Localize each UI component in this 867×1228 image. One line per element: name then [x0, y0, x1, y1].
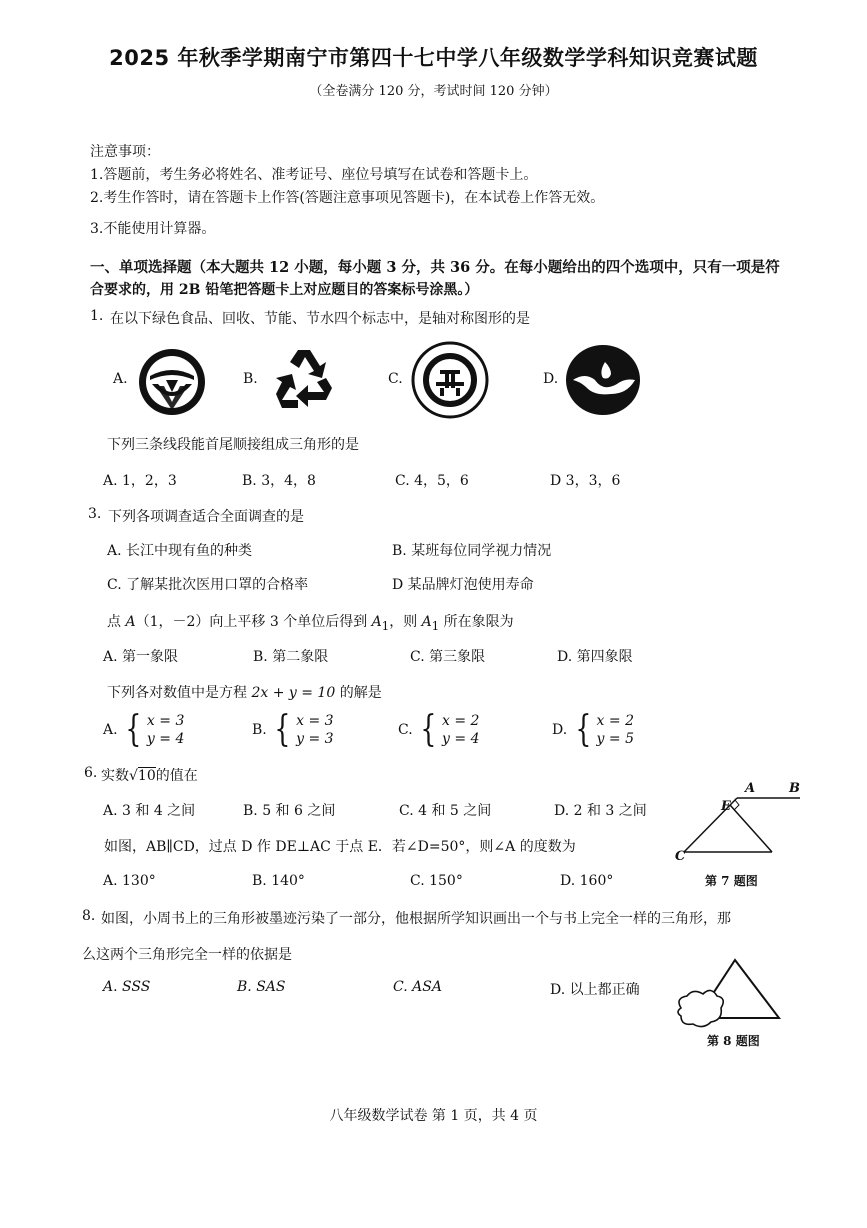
- section1-line2: 合要求的，用 2B 铅笔把答题卡上对应题目的答案标号涂黑。）: [90, 282, 479, 298]
- q5-option-a: A. { x = 3 y = 4: [103, 709, 185, 750]
- notes-item-3: 3.不能使用计算器。: [90, 221, 216, 237]
- q6-option-b: B. 5 和 6 之间: [243, 803, 336, 819]
- q8-option-c: C. ASA: [393, 979, 442, 995]
- notes-item-1: 1.答题前，考生务必将姓名、准考证号、座位号填写在试卷和答题卡上。: [90, 167, 538, 183]
- q3-stem: 下列各项调查适合全面调查的是: [108, 509, 304, 525]
- q8-option-a: A. SSS: [103, 979, 151, 995]
- q7-point-e: E: [721, 799, 731, 814]
- exam-title: 2025 年秋季学期南宁市第四十七中学八年级数学学科知识竞赛试题: [109, 46, 758, 70]
- q1-label-d: D.: [543, 371, 559, 387]
- q7-option-b: B. 140°: [252, 873, 305, 889]
- q8-option-b: B. SAS: [237, 979, 286, 995]
- q1-number: 1.: [90, 308, 104, 324]
- notes-heading: 注意事项：: [90, 144, 160, 160]
- exam-subtitle: （全卷满分 120 分，考试时间 120 分钟）: [309, 84, 558, 99]
- q7-point-a: A: [745, 781, 756, 796]
- q6-number: 6.: [84, 765, 98, 781]
- q2-option-d: D 3，3，6: [550, 473, 621, 489]
- q1-label-c: C.: [388, 371, 403, 387]
- q3-number: 3.: [88, 506, 102, 522]
- q4-option-c: C. 第三象限: [410, 649, 486, 665]
- q8-figure: [673, 952, 785, 1032]
- q1-label-b: B.: [243, 371, 258, 387]
- q4-option-a: A. 第一象限: [103, 649, 179, 665]
- q7-option-d: D. 160°: [560, 873, 614, 889]
- q5-stem: 下列各对数值中是方程 2x + y = 10 的解是: [107, 685, 382, 701]
- q3-option-b: B. 某班每位同学视力情况: [392, 543, 552, 559]
- q7-figure-caption: 第 7 题图: [705, 874, 758, 888]
- q8-option-d: D. 以上都正确: [550, 982, 640, 998]
- q2-stem: 下列三条线段能首尾顺接组成三角形的是: [107, 437, 359, 453]
- q7-option-a: A. 130°: [103, 873, 156, 889]
- q8-stem-line2: 么这两个三角形完全一样的依据是: [82, 947, 292, 963]
- q8-number: 8.: [82, 908, 96, 924]
- q7-point-b: B: [789, 781, 800, 796]
- q7-stem: 如图，AB∥CD，过点 D 作 DE⊥AC 于点 E．若∠D=50°，则∠A 的度数为: [104, 839, 576, 855]
- q5-option-b: B. { x = 3 y = 3: [252, 709, 334, 750]
- q7-option-c: C. 150°: [410, 873, 463, 889]
- q1-label-a: A.: [113, 371, 128, 387]
- q1-stem: 在以下绿色食品、回收、节能、节水四个标志中，是轴对称图形的是: [110, 311, 530, 327]
- q4-stem: 点 A（1，－2）向上平移 3 个单位后得到 $A_1$，则 $A_1$ 所在象限为: [107, 614, 514, 633]
- q2-option-c: C. 4，5，6: [395, 473, 469, 489]
- q3-option-c: C. 了解某批次医用口罩的合格率: [107, 577, 309, 593]
- energy-saving-logo-icon: [410, 340, 490, 420]
- q6-option-c: C. 4 和 5 之间: [399, 803, 492, 819]
- q5-option-d: D. { x = 2 y = 5: [552, 709, 634, 750]
- q7-point-c: C: [675, 849, 686, 864]
- section1-line1: 一、单项选择题（本大题共 12 小题，每小题 3 分，共 36 分。在每小题给出的四个选项中，只有一项是符: [90, 259, 780, 276]
- water-saving-logo-icon: [565, 344, 641, 416]
- q2-option-b: B. 3，4，8: [242, 473, 316, 489]
- q2-option-a: A. 1，2，3: [103, 473, 177, 489]
- q3-option-d: D 某品牌灯泡使用寿命: [392, 577, 534, 593]
- q5-option-c: C. { x = 2 y = 4: [398, 709, 480, 750]
- q6-option-a: A. 3 和 4 之间: [103, 803, 196, 819]
- q8-figure-caption: 第 8 题图: [707, 1034, 760, 1048]
- q4-option-b: B. 第二象限: [253, 649, 329, 665]
- green-food-logo-icon: [136, 346, 208, 418]
- q6-stem: 实数√10的值在: [101, 768, 198, 784]
- page-footer: 八年级数学试卷 第 1 页，共 4 页: [329, 1108, 538, 1124]
- q8-stem-line1: 如图，小周书上的三角形被墨迹污染了一部分，他根据所学知识画出一个与书上完全一样的三角形，那: [101, 911, 731, 927]
- recycle-logo-icon: [268, 344, 340, 416]
- notes-item-2: 2.考生作答时，请在答题卡上作答(答题注意事项见答题卡)，在本试卷上作答无效。: [90, 190, 605, 206]
- q6-option-d: D. 2 和 3 之间: [554, 803, 647, 819]
- q4-option-d: D. 第四象限: [557, 649, 633, 665]
- q3-option-a: A. 长江中现有鱼的种类: [107, 543, 253, 559]
